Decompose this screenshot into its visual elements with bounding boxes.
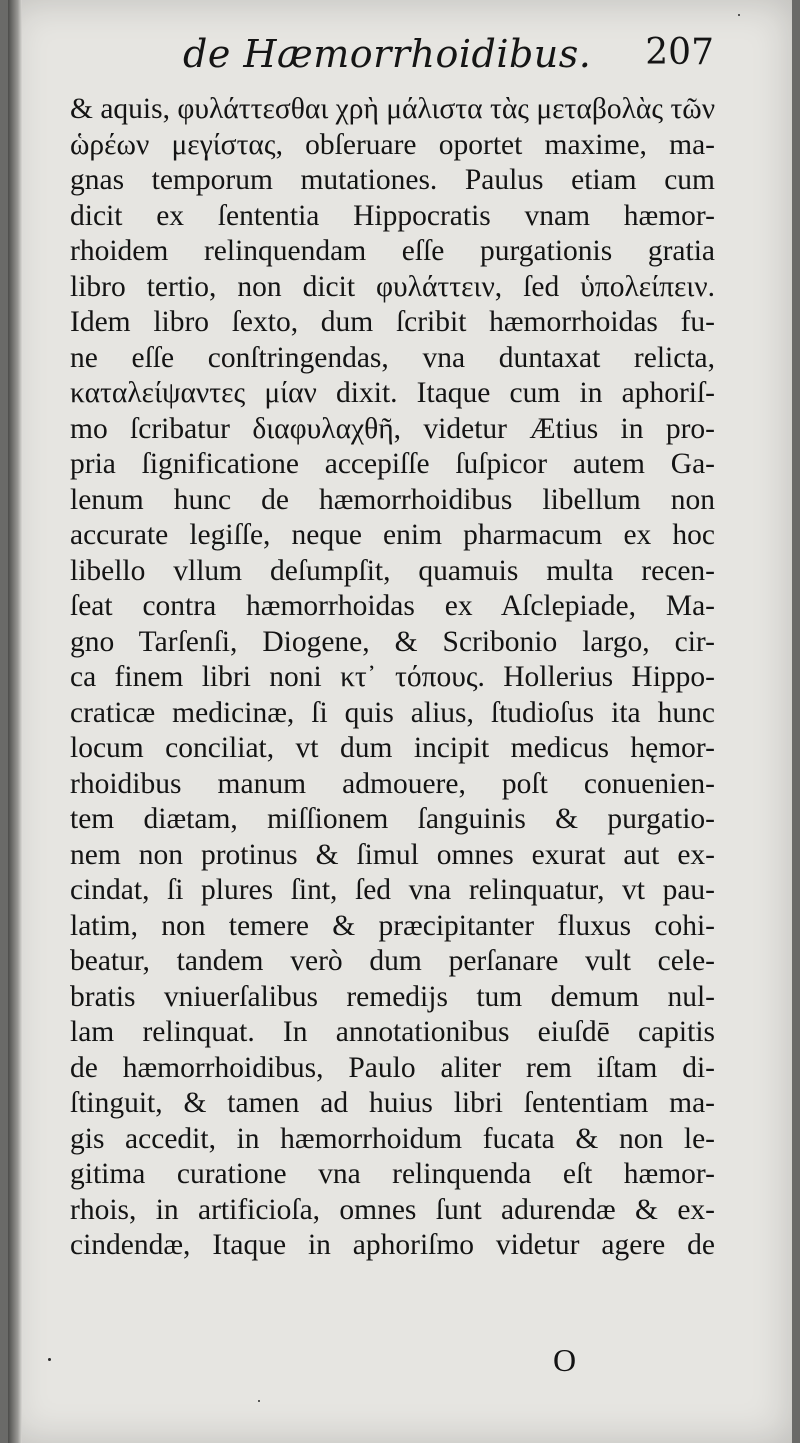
text-line: libello vllum deſumpſit, quamuis multa recen- (70, 554, 715, 587)
page-number: 207 (645, 32, 714, 73)
text-line: rhoidibus manum admouere, poſt conuenien- (70, 767, 715, 800)
text-line: gno Tarſenſi, Diogene, & Scribonio largo, cir- (70, 625, 715, 658)
text-line: dicit ex ſententia Hippocratis vnam hæmor- (70, 199, 715, 232)
text-line: de hæmorrhoidibus, Paulo aliter rem iſtam di- (70, 1051, 715, 1084)
text-line: ca finem libri noni κτ᾿ τόπους. Hollerius Hippo- (70, 661, 715, 693)
text-line: tem diætam, miſſionem ſanguinis & purgatio- (70, 803, 715, 835)
text-line: ſtinguit, & tamen ad huius libri ſententiam ma- (70, 1087, 715, 1119)
text-line: libro tertio, non dicit φυλάττειν, ſed ὑπολείπειν. (70, 270, 715, 303)
text-line: Idem libro ſexto, dum ſcribit hæmorrhoidas fu- (70, 306, 715, 338)
text-line: beatur, tandem verò dum perſanare vult cele- (70, 945, 715, 977)
text-line: rhoidem relinquendam eſſe purgationis gratia (70, 235, 715, 267)
text-line: accurate legiſſe, neque enim pharmacum ex hoc (70, 519, 715, 551)
text-line: craticæ medicinæ, ſi quis alius, ſtudioſus ita hunc (70, 696, 715, 729)
binding-edge (8, 0, 22, 1443)
text-line: latim, non temere & præcipitanter fluxus cohi- (70, 909, 715, 942)
text-line: ὡρέων μεγίστας, obſeruare oportet maxime, ma- (70, 128, 715, 161)
running-title: de Hæmorrhoidibus. (183, 32, 592, 76)
text-line: rhois, in artificioſa, omnes ſunt adurendæ & ex- (70, 1193, 715, 1226)
text-line: pria ſignificatione accepiſſe ſuſpicor autem Ga- (70, 448, 715, 480)
text-line: locum conciliat, vt dum incipit medicus hęmor- (70, 732, 715, 764)
text-line: gitima curatione vna relinquenda eſt hæmor- (70, 1158, 715, 1190)
body-text (70, 92, 715, 1264)
text-line: cindendæ, Itaque in aphoriſmo videtur agere de (70, 1229, 715, 1261)
text-line: καταλείψαντες μίαν dixit. Itaque cum in aphoriſ- (70, 377, 715, 409)
paper-speck (738, 14, 740, 16)
text-line: ſeat contra hæmorrhoidas ex Aſclepiade, Ma- (70, 590, 715, 622)
text-line: gnas temporum mutationes. Paulus etiam cum (70, 164, 715, 196)
running-head (68, 32, 714, 88)
text-line: mo ſcribatur διαφυλαχθῆ, videtur Ætius in pro- (70, 412, 715, 445)
text-line: lam relinquat. In annotationibus eiuſdē capitis (70, 1016, 715, 1048)
text-line: cindat, ſi plures ſint, ſed vna relinquatur, vt pau- (70, 874, 715, 906)
text-line: & aquis, φυλάττεσθαι χρὴ μάλιστα τὰς μεταβολὰς τῶν (70, 93, 715, 125)
text-line: lenum hunc de hæmorrhoidibus libellum non (70, 483, 715, 516)
book-page (8, 0, 792, 1443)
text-line: ne eſſe conſtringendas, vna duntaxat relicta, (70, 341, 715, 374)
paper-speck (258, 1400, 260, 1402)
text-line: gis accedit, in hæmorrhoidum fucata & non le- (70, 1122, 715, 1155)
catchword: O (553, 1342, 577, 1378)
paper-speck (48, 1358, 51, 1361)
text-line: bratis vniuerſalibus remedijs tum demum nul- (70, 980, 715, 1013)
text-line: nem non protinus & ſimul omnes exurat aut ex- (70, 838, 715, 871)
